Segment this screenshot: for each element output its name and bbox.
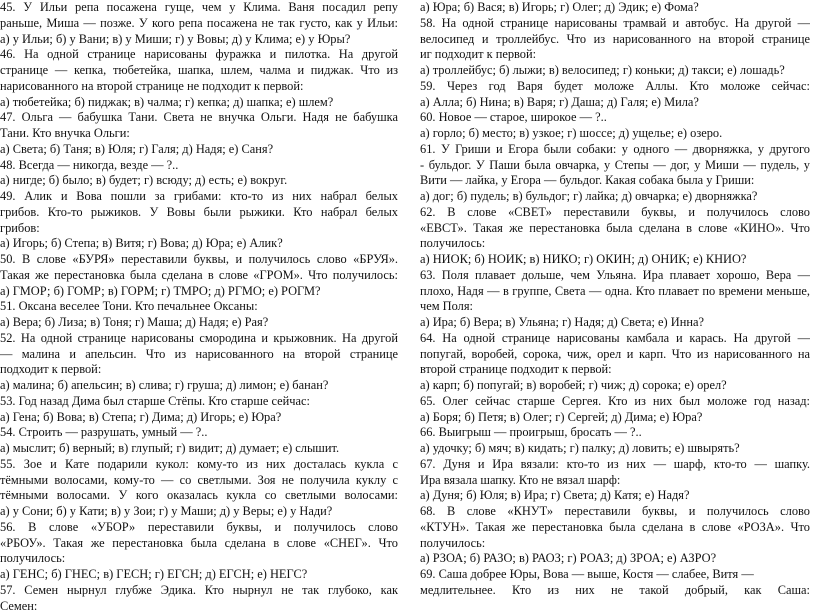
text-line: Такая же перестановка была сделана в слове «ГРОМ». Что получилось: xyxy=(0,268,398,284)
text-line: а) Дуня; б) Юля; в) Ира; г) Света; д) Катя; е) Надя? xyxy=(420,488,810,504)
text-line: «КТУН». Такая же перестановка была сделана в слове «РОЗА». Что xyxy=(420,520,810,536)
text-line: а) Света; б) Таня; в) Юля; г) Галя; д) Надя; е) Саня? xyxy=(0,142,398,158)
text-line: грибов. Кто-то рыжиков. У Вовы были рыжики. Кто набрал белых xyxy=(0,205,398,221)
text-line: 67. Дуня и Ира вязали: кто-то из них — шарф, кто-то — шапку. xyxy=(420,457,810,473)
text-line: - бульдог. У Паши была овчарка, у Степы — дог, у Миши — пудель, у xyxy=(420,158,810,174)
text-line: а) тюбетейка; б) пиджак; в) чалма; г) кепка; д) шапка; е) шлем? xyxy=(0,95,398,111)
left-column xyxy=(0,0,398,614)
text-line: а) Игорь; б) Степа; в) Витя; г) Вова; д) Юра; е) Алик? xyxy=(0,236,398,252)
text-line: получилось: xyxy=(420,236,810,252)
text-line: 62. В слове «СВЕТ» переставили буквы, и получилось слово xyxy=(420,205,810,221)
text-line: 48. Всегда — никогда, везде — ?.. xyxy=(0,158,398,174)
text-line: 51. Оксана веселее Тони. Кто печальнее Оксаны: xyxy=(0,299,398,315)
text-line: а) малина; б) апельсин; в) слива; г) груша; д) лимон; е) банан? xyxy=(0,378,398,394)
text-line: 56. В слове «УБОР» переставили буквы, и получилось слово xyxy=(0,520,398,536)
text-line: Тани. Кто внучка Ольги: xyxy=(0,126,398,142)
text-line: грибов: xyxy=(0,221,398,237)
text-line: 50. В слове «БУРЯ» переставили буквы, и получилось слово «БРУЯ». xyxy=(0,252,398,268)
text-line: а) Ира; б) Вера; в) Ульяна; г) Надя; д) Света; е) Инна? xyxy=(420,315,810,331)
text-line: Семен: xyxy=(0,599,398,614)
text-line: а) мыслит; б) верный; в) глупый; г) видит; д) думает; е) слышит. xyxy=(0,441,398,457)
text-line: иг подходит к первой: xyxy=(420,47,810,63)
text-line: второй странице подходит к первой: xyxy=(420,362,810,378)
text-line: 66. Выигрыш — проигрыш, бросать — ?.. xyxy=(420,425,810,441)
text-line: а) Алла; б) Нина; в) Варя; г) Даша; д) Галя; е) Мила? xyxy=(420,95,810,111)
text-line: а) троллейбус; б) лыжи; в) велосипед; г) коньки; д) такси; е) лошадь? xyxy=(420,63,810,79)
text-line: 54. Строить — разрушать, умный — ?.. xyxy=(0,425,398,441)
text-line: 65. Олег сейчас старше Сергея. Кто из них был моложе год назад: xyxy=(420,394,810,410)
text-line: 52. На одной странице нарисованы смородина и крыжовник. На другой xyxy=(0,331,398,347)
text-line: странице — кепка, тюбетейка, шапка, шлем, чалма и пиджак. Что из xyxy=(0,63,398,79)
text-line: велосипед и троллейбус. Что из нарисованного на второй странице xyxy=(420,32,810,48)
text-line: 69. Саша добрее Юры, Вова — выше, Костя — слабее, Витя — xyxy=(420,567,810,583)
text-line: а) Вера; б) Лиза; в) Тоня; г) Маша; д) Надя; е) Рая? xyxy=(0,315,398,331)
text-line: 53. Год назад Дима был старше Стёпы. Кто старше сейчас: xyxy=(0,394,398,410)
text-line: а) Гена; б) Вова; в) Степа; г) Дима; д) Игорь; е) Юра? xyxy=(0,410,398,426)
text-line: 68. В слове «КНУТ» переставили буквы, и получилось слово xyxy=(420,504,810,520)
text-line: а) карп; б) попугай; в) воробей; г) чиж; д) сорока; е) орел? xyxy=(420,378,810,394)
text-line: 60. Новое — старое, широкое — ?.. xyxy=(420,110,810,126)
text-line: получилось: xyxy=(0,551,398,567)
text-line: а) ГМОР; б) ГОМР; в) ГОРМ; г) ТМРО; д) РГМО; е) РОГМ? xyxy=(0,284,398,300)
text-line: раньше, Миша — позже. У кого репа посажена не так густо, как у Ильи: xyxy=(0,16,398,32)
text-line: а) у Ильи; б) у Вани; в) у Миши; г) у Вовы; д) у Клима; е) у Юры? xyxy=(0,32,398,48)
text-line: 47. Ольга — бабушка Тани. Света не внучка Ольги. Надя не бабушка xyxy=(0,110,398,126)
text-line: 58. На одной странице нарисованы трамвай и автобус. На другой — xyxy=(420,16,810,32)
text-line: а) Юра; б) Вася; в) Игорь; г) Олег; д) Эдик; е) Фома? xyxy=(420,0,810,16)
text-line: а) РЗОА; б) РАЗО; в) РАОЗ; г) РОАЗ; д) ЗРОА; е) АЗРО? xyxy=(420,551,810,567)
text-line: медлительнее. Кто из них не такой добрый, как Саша: xyxy=(420,583,810,599)
text-line: 64. На одной странице нарисованы камбала и карась. На другой — xyxy=(420,331,810,347)
text-line: 59. Через год Варя будет моложе Аллы. Кто моложе сейчас: xyxy=(420,79,810,95)
text-line: нарисованного на второй странице не подходит к первой: xyxy=(0,79,398,95)
text-line: Вити — лайка, у Егора — бульдог. Какая собака была у Гриши: xyxy=(420,173,810,189)
text-line: «ЕВСТ». Такая же перестановка была сделана в слове «КИНО». Что xyxy=(420,221,810,237)
text-line: а) нигде; б) было; в) будет; г) всюду; д) есть; е) вокруг. xyxy=(0,173,398,189)
text-line: а) ГЕНС; б) ГНЕС; в) ГЕСН; г) ЕГСН; д) ЕГСН; е) НЕГС? xyxy=(0,567,398,583)
text-line: Ира вязала шапку. Кто не вязал шарф: xyxy=(420,473,810,489)
text-line: получилось: xyxy=(420,536,810,552)
text-line: 63. Поля плавает дольше, чем Ульяна. Ира плавает хорошо, Вера — xyxy=(420,268,810,284)
text-line: а) дог; б) пудель; в) бульдог; г) лайка; д) овчарка; е) дворняжка? xyxy=(420,189,810,205)
text-line: а) горло; б) место; в) узкое; г) шоссе; д) ущелье; е) озеро. xyxy=(420,126,810,142)
text-line: плохо, Надя — в группе, Света — одна. Кто плавает по времени меньше, xyxy=(420,284,810,300)
text-line: тёмными волосами. У кого оказалась кукла со светлыми волосами: xyxy=(0,488,398,504)
text-line: чем Поля: xyxy=(420,299,810,315)
text-line: 46. На одной странице нарисованы фуражка и пилотка. На другой xyxy=(0,47,398,63)
text-line: 45. У Ильи репа посажена гуще, чем у Клима. Ваня посадил репу xyxy=(0,0,398,16)
text-line: — малина и апельсин. Что из нарисованного на второй странице xyxy=(0,347,398,363)
text-line: «РБОУ». Такая же перестановка была сделана в слове «СНЕГ». Что xyxy=(0,536,398,552)
text-line: 57. Семен нырнул глубже Эдика. Кто нырнул не так глубоко, как xyxy=(0,583,398,599)
text-line: а) у Сони; б) у Кати; в) у Зои; г) у Маши; д) у Веры; е) у Нади? xyxy=(0,504,398,520)
text-line: подходит к первой: xyxy=(0,362,398,378)
text-line: 49. Алик и Вова пошли за грибами: кто-то из них набрал белых xyxy=(0,189,398,205)
text-line: тёмными волосами, кому-то — со светлыми. Зоя не получила куклу с xyxy=(0,473,398,489)
text-line: попугай, воробей, сорока, чиж, орел и карп. Что из нарисованного на xyxy=(420,347,810,363)
text-line: 55. Зое и Кате подарили кукол: кому-то из них досталась кукла с xyxy=(0,457,398,473)
text-line: а) удочку; б) мяч; в) кидать; г) палку; д) ловить; е) швырять? xyxy=(420,441,810,457)
right-column xyxy=(420,0,810,599)
text-line: а) Боря; б) Петя; в) Олег; г) Сергей; д) Дима; е) Юра? xyxy=(420,410,810,426)
text-line: а) НИОК; б) НОИК; в) НИКО; г) ОКИН; д) ОНИК; е) КНИО? xyxy=(420,252,810,268)
text-line: 61. У Гриши и Егора были собаки: у одного — дворняжка, у другого xyxy=(420,142,810,158)
